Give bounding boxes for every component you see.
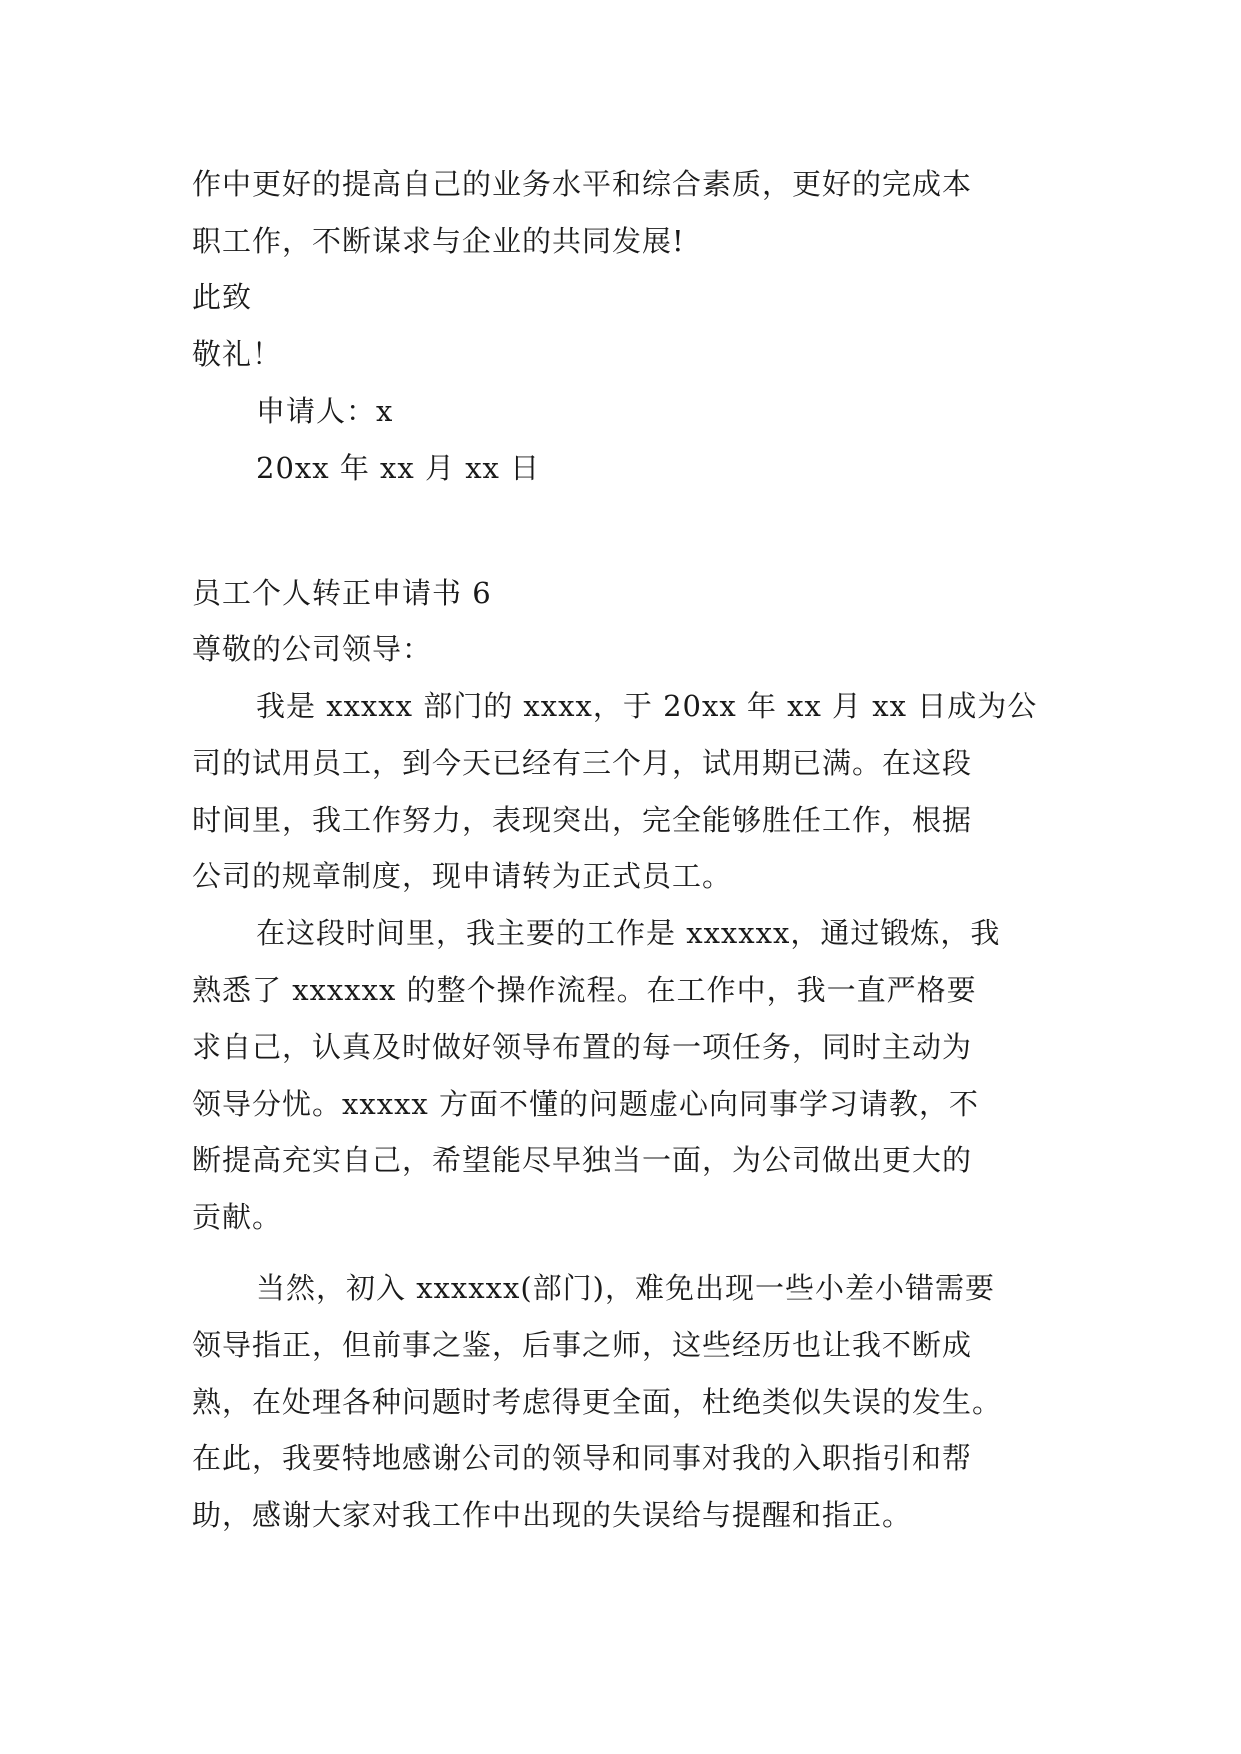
paragraph-line: 在这段时间里，我主要的工作是 xxxxxx，通过锻炼，我 [256, 916, 1001, 950]
signature-date: 20xx 年 xx 月 xx 日 [256, 451, 541, 485]
paragraph-line: 当然，初入 xxxxxx(部门)，难免出现一些小差小错需要 [256, 1271, 995, 1305]
paragraph-line: 领导指正，但前事之鉴，后事之师，这些经历也让我不断成 [192, 1328, 973, 1362]
paragraph-line: 断提高充实自己，希望能尽早独当一面，为公司做出更大的 [192, 1143, 973, 1177]
body-text-line: 作中更好的提高自己的业务水平和综合素质，更好的完成本 [192, 167, 973, 201]
paragraph-line: 时间里，我工作努力，表现突出，完全能够胜任工作，根据 [192, 803, 973, 837]
paragraph-line: 在此，我要特地感谢公司的领导和同事对我的入职指引和帮 [192, 1441, 973, 1475]
paragraph-line: 我是 xxxxx 部门的 xxxx，于 20xx 年 xx 月 xx 日成为公 [256, 689, 1038, 723]
paragraph-line: 熟悉了 xxxxxx 的整个操作流程。在工作中，我一直严格要 [192, 973, 977, 1007]
body-text-line: 职工作，不断谋求与企业的共同发展! [192, 224, 685, 258]
paragraph-line: 领导分忧。xxxxx 方面不懂的问题虚心向同事学习请教，不 [192, 1087, 979, 1121]
paragraph-line: 公司的规章制度，现申请转为正式员工。 [192, 859, 733, 893]
closing-salutation: 此致 [192, 280, 253, 314]
greeting: 尊敬的公司领导： [192, 632, 433, 666]
paragraph-line: 助，感谢大家对我工作中出现的失误给与提醒和指正。 [192, 1498, 913, 1532]
paragraph-line: 司的试用员工，到今天已经有三个月，试用期已满。在这段 [192, 746, 973, 780]
paragraph-line: 贡献。 [192, 1200, 283, 1234]
paragraph-line: 求自己，认真及时做好领导布置的每一项任务，同时主动为 [192, 1030, 973, 1064]
section-title: 员工个人转正申请书 6 [192, 576, 492, 610]
paragraph-line: 熟，在处理各种问题时考虑得更全面，杜绝类似失误的发生。 [192, 1385, 1003, 1419]
applicant-signature: 申请人：x [256, 394, 394, 428]
closing-salutation: 敬礼！ [192, 337, 283, 371]
